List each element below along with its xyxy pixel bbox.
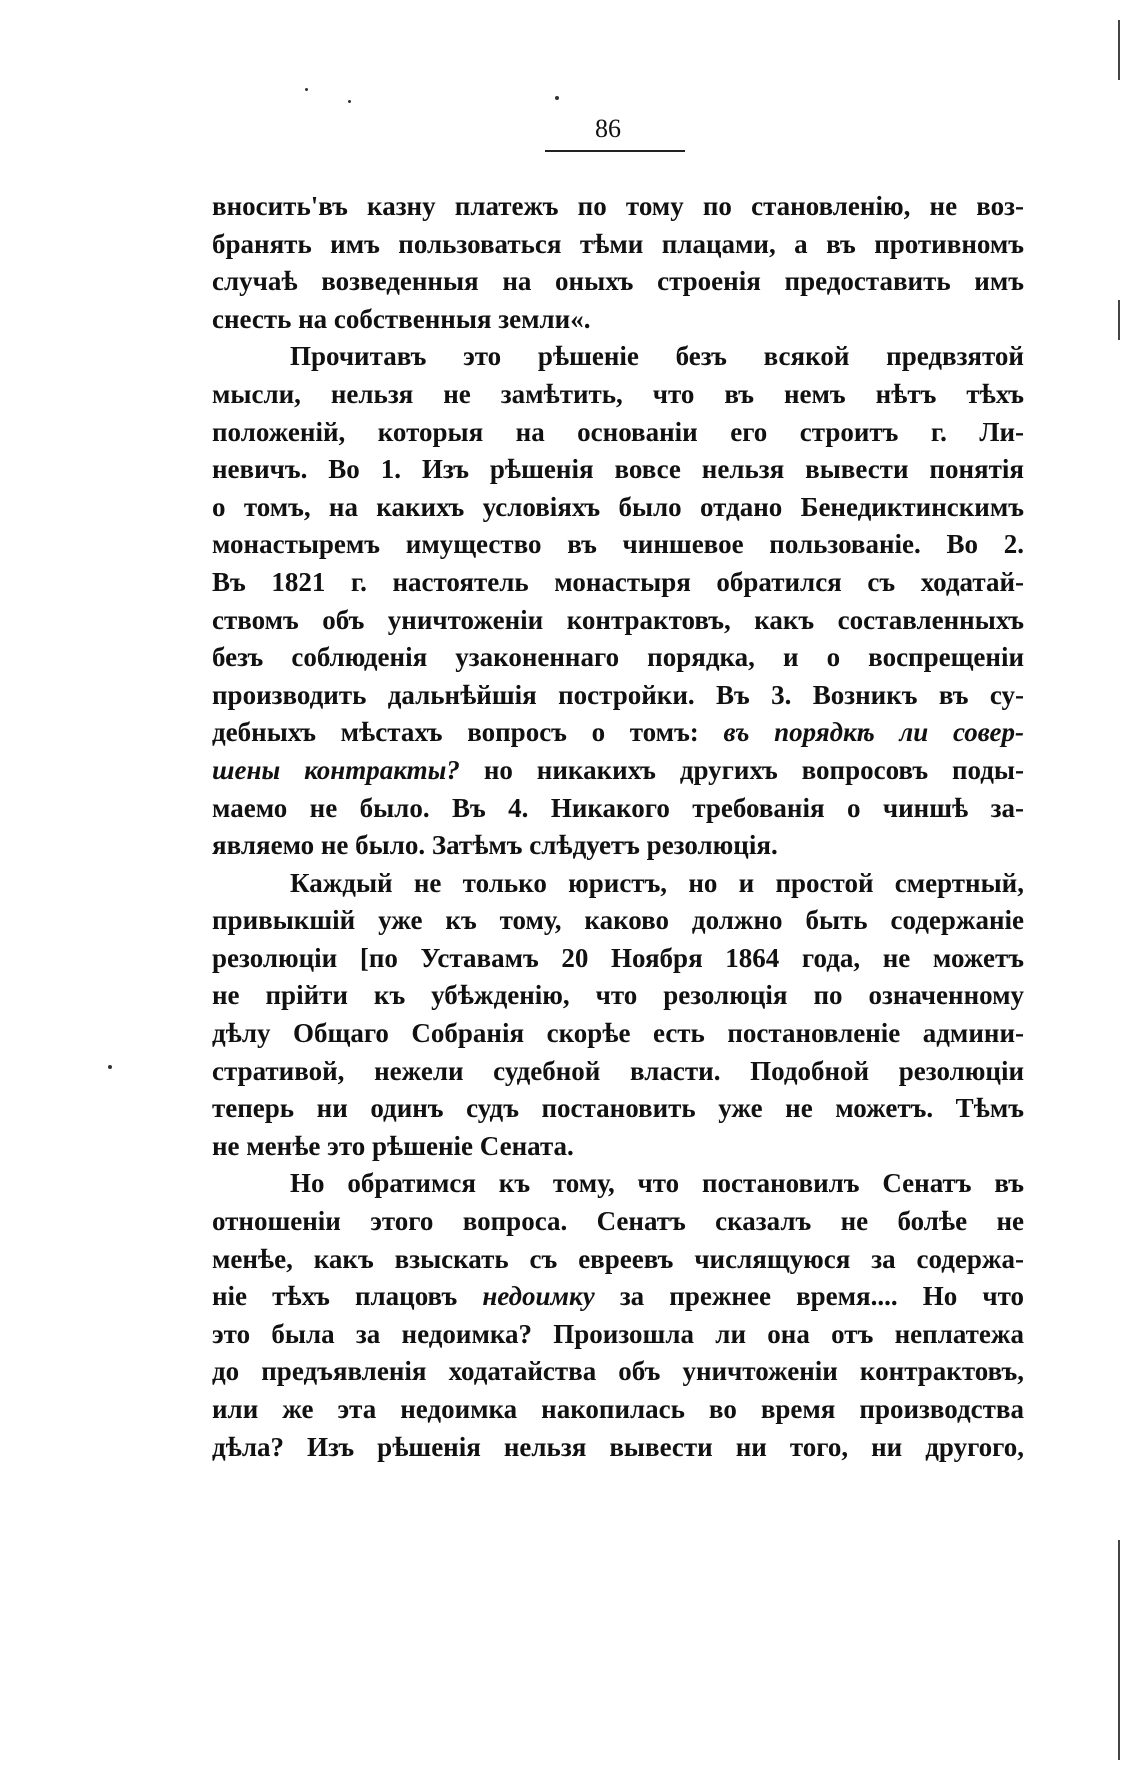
scan-edge-mark [1118, 20, 1120, 80]
text-line: не прійти къ убѣжденію, что резолюція по означенному [212, 980, 1024, 1011]
text-line: производить дальнѣйшія постройки. Въ 3. Возникъ въ су- [212, 679, 1024, 710]
text-line: привыкшій уже къ тому, каково должно быть содержаніе [212, 905, 1024, 936]
italic-phrase: въ порядкѣ ли совер- [723, 717, 1024, 748]
page-number-rule [545, 150, 685, 152]
text-line: невичъ. Во 1. Изъ рѣшенія вовсе нельзя вывести понятія [212, 454, 1024, 485]
text-segment: дебныхъ мѣстахъ вопросъ о томъ: [212, 717, 699, 748]
text-line: Въ 1821 г. настоятель монастыря обратился съ ходатай- [212, 566, 1024, 597]
text-line: менѣе, какъ взыскать съ евреевъ числящуюся за содержа- [212, 1243, 1024, 1274]
text-line-mixed [212, 714, 1024, 752]
text-line: отношеніи этого вопроса. Сенатъ сказалъ не болѣе не [212, 1206, 1024, 1237]
text-line: дѣла? Изъ рѣшенія нельзя вывести ни того, ни другого, [212, 1431, 1024, 1462]
text-line: положеній, которыя на основаніи его строитъ г. Ли- [212, 416, 1024, 447]
italic-phrase: недоимку [482, 1281, 595, 1312]
text-line: не менѣе это рѣшеніе Сената. [212, 1130, 574, 1161]
text-line: Каждый не только юристъ, но и простой смертный, [290, 867, 1024, 898]
text-line: резолюціи [по Уставамъ 20 Ноября 1864 года, не можетъ [212, 942, 1024, 973]
italic-phrase: шены контракты? [212, 754, 460, 785]
text-line: теперь ни одинъ судъ постановить уже не можетъ. Тѣмъ [212, 1093, 1024, 1124]
scan-edge-mark [1118, 300, 1120, 340]
text-line: ствомъ объ уничтоженіи контрактовъ, какъ составленныхъ [212, 604, 1024, 635]
text-line: стративой, нежели судебной власти. Подобной резолюціи [212, 1055, 1024, 1086]
scan-edge-mark [1118, 1540, 1120, 1760]
text-line: до предъявленія ходатайства объ уничтоженіи контрактовъ, [212, 1356, 1024, 1387]
scan-speck [348, 100, 351, 103]
text-line: дѣлу Общаго Собранія скорѣе есть постановленіе админи- [212, 1018, 1024, 1049]
text-line: это была за недоимка? Произошла ли она отъ неплатежа [212, 1318, 1024, 1349]
scan-speck [555, 96, 559, 100]
text-line-mixed [212, 752, 1024, 790]
page-number: 86 [595, 114, 621, 143]
scan-speck [108, 1065, 112, 1069]
text-segment: но никакихъ другихъ вопросовъ поды- [483, 754, 1025, 785]
page-body [212, 188, 1024, 1466]
text-line: Но обратимся къ тому, что постановилъ Сенатъ въ [290, 1168, 1024, 1199]
text-line: безъ соблюденія узаконеннаго порядка, и о воспрещеніи [212, 642, 1024, 673]
text-segment: ніе тѣхъ плацовъ [212, 1281, 458, 1312]
text-line-mixed [212, 1278, 1024, 1316]
text-line: случаѣ возведенныя на оныхъ строенія предоставить имъ [212, 266, 1024, 297]
text-line: о томъ, на какихъ условіяхъ было отдано Бенедиктинскимъ [212, 491, 1024, 522]
text-line: или же эта недоимка накопилась во время производства [212, 1394, 1024, 1424]
scan-speck [305, 88, 308, 91]
text-line: маемо не было. Въ 4. Никакого требованія о чиншѣ за- [212, 792, 1024, 823]
text-line: Прочитавъ это рѣшеніе безъ всякой предвзятой [290, 341, 1024, 372]
text-line: являемо не было. Затѣмъ слѣдуетъ резолюція. [212, 830, 778, 861]
text-line: монастыремъ имущество въ чиншевое пользованіе. Во 2. [212, 529, 1024, 560]
text-line: бранять имъ пользоваться тѣми плацами, а въ противномъ [212, 228, 1024, 259]
text-line: вносить'въ казну платежъ по тому по становленію, не воз- [212, 191, 1024, 221]
text-line: снесть на собственныя земли«. [212, 303, 591, 334]
text-segment: за прежнее время.... Но что [619, 1281, 1025, 1312]
text-line: мысли, нельзя не замѣтить, что въ немъ нѣтъ тѣхъ [212, 378, 1024, 409]
